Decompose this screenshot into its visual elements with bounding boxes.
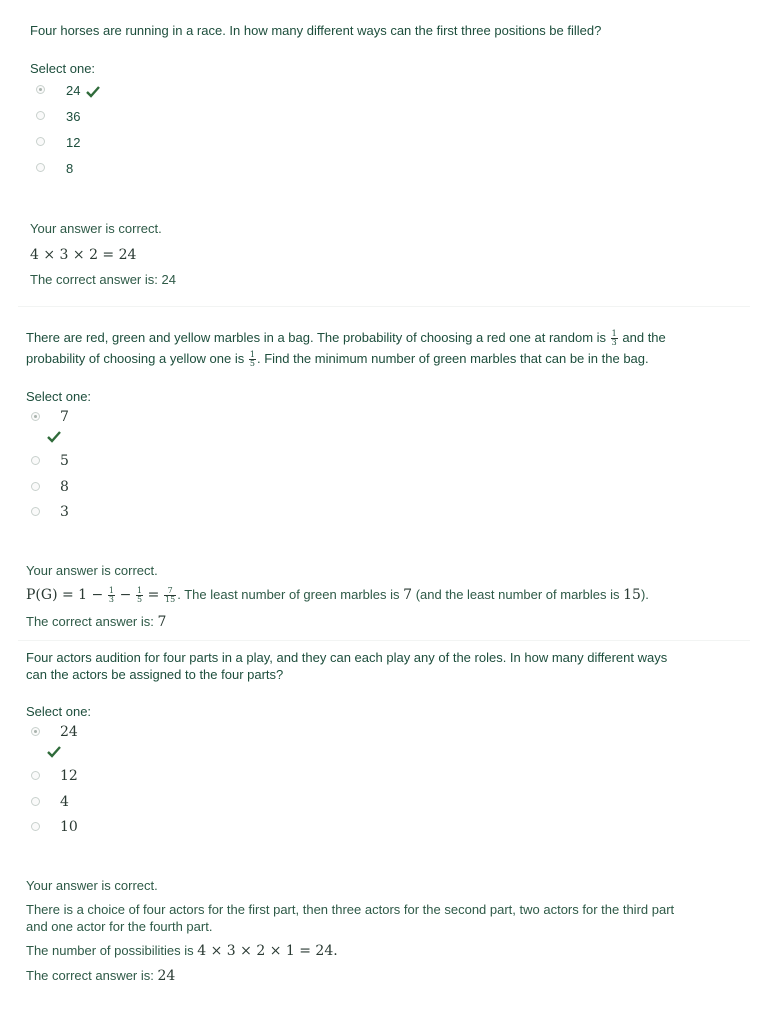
fraction-denominator: 5 — [136, 595, 143, 605]
question-3-text-line-1: Four actors audition for four parts in a play, and they can each play any of the roles. In how many different ways — [26, 650, 668, 665]
radio-button[interactable] — [31, 727, 40, 736]
fraction-denominator: 3 — [611, 338, 617, 348]
fraction — [108, 587, 115, 604]
radio-button[interactable] — [36, 111, 45, 120]
fraction-numerator: 1 — [136, 586, 143, 596]
radio-button[interactable] — [31, 822, 40, 831]
fraction-red — [611, 330, 618, 347]
formula-explanation — [26, 585, 756, 605]
check-icon — [47, 746, 61, 758]
radio-button[interactable] — [31, 482, 40, 491]
correct-answer — [26, 612, 166, 632]
correct-answer-value: 7 — [157, 614, 167, 630]
fraction-yellow — [249, 351, 256, 368]
option-label: 12 — [66, 135, 81, 150]
question-text-segment: probability of choosing a yellow one is — [26, 351, 245, 366]
possibilities-formula: 4 × 3 × 2 × 1 = 24. — [197, 943, 338, 959]
fraction-numerator: 1 — [249, 350, 255, 360]
divider — [18, 306, 750, 307]
check-icon — [47, 431, 61, 443]
option-label: 7 — [60, 409, 69, 425]
radio-button[interactable] — [36, 163, 45, 172]
possibilities-line — [26, 941, 338, 961]
question-2-text-line-1 — [26, 328, 756, 348]
explanation-value: 7 — [403, 587, 413, 603]
option-label: 8 — [66, 161, 74, 176]
question-1-text: Four horses are running in a race. In how many different ways can the first three positions be filled? — [30, 23, 602, 38]
working-formula: 4 × 3 × 2 = 24 — [30, 247, 137, 263]
radio-button[interactable] — [31, 412, 40, 421]
radio-button[interactable] — [31, 507, 40, 516]
check-icon — [86, 86, 100, 98]
option-label: 5 — [60, 453, 69, 469]
fraction-denominator: 15 — [165, 595, 176, 605]
question-text-segment: There are red, green and yellow marbles in a bag. The probability of choosing a red one at random is — [26, 330, 607, 345]
fraction-numerator: 7 — [164, 587, 176, 596]
option-label: 8 — [60, 479, 69, 495]
feedback-status: Your answer is correct. — [30, 221, 162, 236]
question-text-segment: . Find the minimum number of green marbles that can be in the bag. — [256, 351, 649, 366]
correct-answer-label: The correct answer is: — [26, 968, 154, 983]
explanation-segment: ). — [640, 587, 649, 602]
radio-button[interactable] — [31, 771, 40, 780]
correct-answer: The correct answer is: 24 — [30, 272, 176, 287]
explanation-line-2: and one actor for the fourth part. — [26, 919, 213, 934]
fraction-numerator: 1 — [611, 329, 617, 339]
explanation-value: 15 — [623, 587, 641, 603]
option-label: 10 — [60, 819, 78, 835]
radio-button[interactable] — [31, 797, 40, 806]
option-label: 24 — [60, 724, 78, 740]
fraction — [136, 587, 143, 604]
question-2-text-line-2 — [26, 349, 756, 369]
feedback-status: Your answer is correct. — [26, 878, 158, 893]
option-label: 3 — [60, 504, 69, 520]
radio-button[interactable] — [36, 137, 45, 146]
correct-answer-value: 24 — [157, 968, 176, 984]
select-one-label: Select one: — [26, 389, 92, 404]
fraction-denominator: 3 — [108, 595, 114, 605]
fraction-numerator: 1 — [108, 586, 114, 596]
fraction-denominator: 5 — [249, 359, 255, 369]
divider — [18, 640, 750, 641]
formula-segment: − — [119, 587, 132, 603]
formula-segment: = — [147, 587, 160, 603]
possibilities-label: The number of possibilities is — [26, 943, 194, 958]
feedback-status: Your answer is correct. — [26, 563, 158, 578]
formula-segment: P(G) = 1 − — [26, 587, 104, 603]
select-one-label: Select one: — [30, 61, 96, 76]
fraction — [164, 587, 176, 604]
option-label: 4 — [60, 794, 69, 810]
explanation-line-1: There is a choice of four actors for the first part, then three actors for the second part, two actors for the third part — [26, 902, 675, 917]
option-label: 36 — [66, 109, 81, 124]
question-text-segment: and the — [622, 330, 666, 345]
option-label: 24 — [66, 83, 81, 98]
radio-button[interactable] — [36, 85, 45, 94]
explanation-segment: (and the least number of marbles is — [415, 587, 620, 602]
question-3-text-line-2: can the actors be assigned to the four parts? — [26, 667, 284, 682]
option-label: 12 — [60, 768, 78, 784]
correct-answer — [26, 966, 175, 986]
radio-button[interactable] — [31, 456, 40, 465]
explanation-segment: . The least number of green marbles is — [177, 587, 400, 602]
correct-answer-label: The correct answer is: — [26, 614, 154, 629]
select-one-label: Select one: — [26, 704, 92, 719]
